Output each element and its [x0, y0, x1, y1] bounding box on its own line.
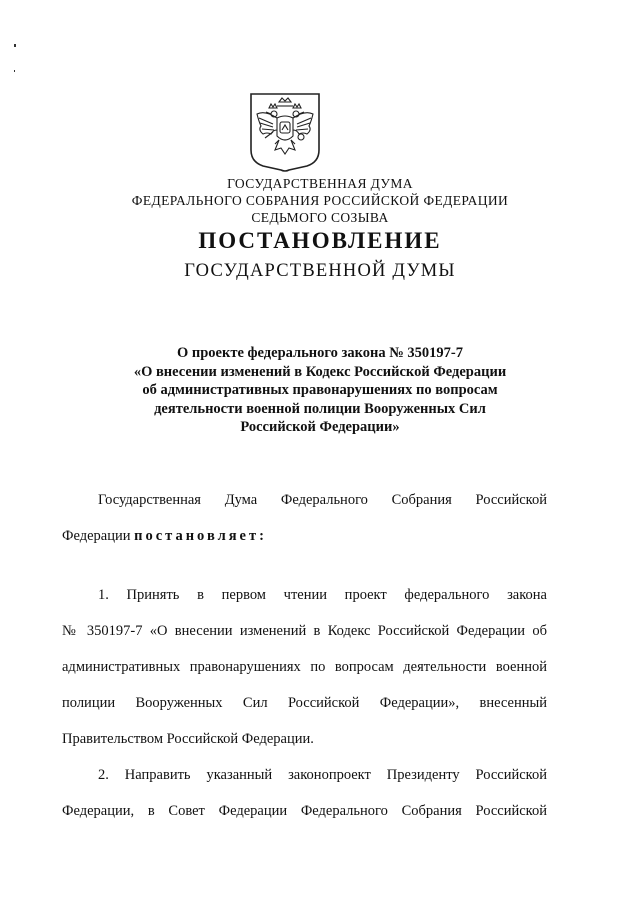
issuer-parliament: ФЕДЕРАЛЬНОГО СОБРАНИЯ РОССИЙСКОЙ ФЕДЕРАЦИИ: [131, 193, 509, 208]
paragraph-1-line: административных правонарушениях по вопросам деятельности военной: [62, 659, 547, 675]
preamble-text: Федерации: [62, 528, 135, 544]
document-title: [0, 344, 640, 437]
preamble-line: Государственная Дума Федерального Собрания Российской: [98, 492, 547, 508]
document-subheading: ГОСУДАРСТВЕННОЙ ДУМЫ: [184, 261, 456, 281]
scan-speck: [14, 70, 15, 72]
title-line: деятельности военной полиции Вооруженных Сил: [154, 400, 486, 417]
paragraph-2-line: 2. Направить указанный законопроект Президенту Российской: [98, 767, 547, 783]
paragraph-1-line: полиции Вооруженных Сил Российской Федерации», внесенный: [62, 695, 547, 711]
preamble-line: [62, 527, 547, 545]
issuer-name: ГОСУДАРСТВЕННАЯ ДУМА: [227, 176, 413, 191]
title-line: О проекте федерального закона № 350197-7: [176, 345, 464, 361]
issuer-convocation: СЕДЬМОГО СОЗЫВА: [251, 210, 389, 225]
title-line: «О внесении изменений в Кодекс Российской Федерации: [133, 363, 507, 380]
title-line: Российской Федерации»: [240, 419, 400, 435]
resolution-verb: постановляет:: [134, 528, 267, 544]
paragraph-1-line: 1. Принять в первом чтении проект федерального закона: [98, 587, 547, 603]
scan-speck: [14, 44, 16, 47]
paragraph-1-line: № 350197-7 «О внесении изменений в Кодекс Российской Федерации об: [62, 623, 547, 639]
coat-of-arms-icon: [249, 92, 321, 172]
paragraph-1-line: Правительством Российской Федерации.: [62, 731, 314, 747]
paragraph-2-line: Федерации, в Совет Федерации Федерального Собрания Российской: [62, 803, 547, 819]
title-line: об административных правонарушениях по вопросам: [142, 382, 498, 398]
document-type-heading: ПОСТАНОВЛЕНИЕ: [198, 228, 442, 253]
